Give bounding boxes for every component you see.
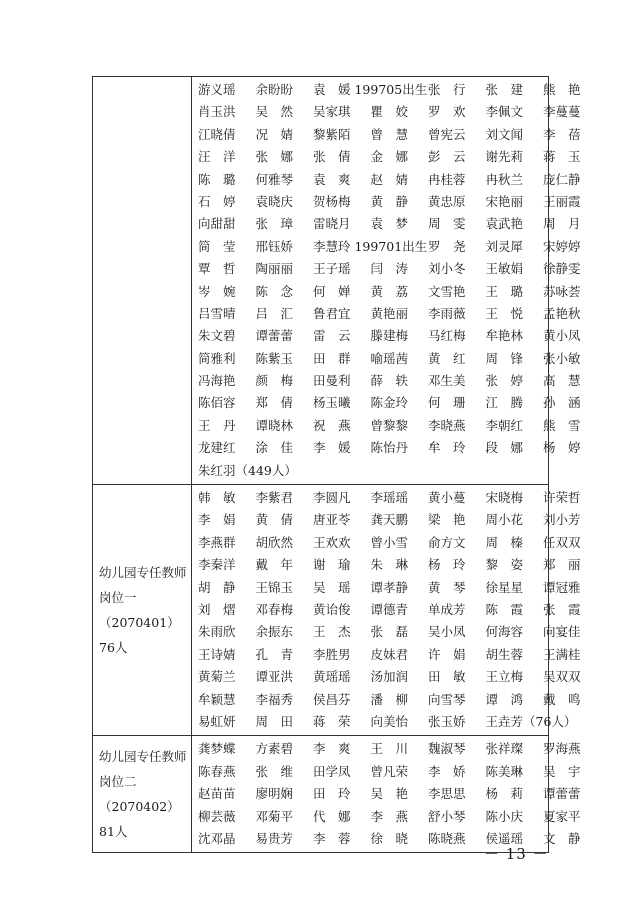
person-name: 黄菊兰 bbox=[198, 669, 236, 685]
person-name: 柳芸薇 bbox=[198, 808, 236, 824]
person-name: 俞方文 bbox=[428, 534, 466, 550]
person-name: 简 莹 bbox=[198, 238, 236, 254]
person-name: 陈春燕 bbox=[198, 763, 236, 779]
position-label-cell bbox=[93, 736, 192, 853]
person-name: 向雪琴 bbox=[428, 691, 466, 707]
person-name: 胡 静 bbox=[198, 579, 236, 595]
person-name: 刘小芳 bbox=[543, 512, 581, 528]
person-name: 罗海燕 bbox=[543, 741, 581, 757]
person-name: 瞿 姣 bbox=[370, 104, 409, 120]
person-name: 方素碧 bbox=[255, 741, 294, 757]
name-row bbox=[198, 711, 577, 733]
person-name: 田 玲 bbox=[313, 786, 351, 802]
position-label: 幼儿园专任教师岗位二（2070402）81人 bbox=[99, 749, 187, 840]
person-name: 向宴佳 bbox=[543, 624, 581, 640]
person-name: 何 婵 bbox=[313, 283, 351, 299]
person-name: 谭亚洪 bbox=[255, 669, 294, 685]
person-name: 黄小凤 bbox=[543, 328, 581, 344]
person-name: 宋婷婷 bbox=[543, 238, 581, 254]
person-name: 袁晓庆 bbox=[255, 193, 294, 209]
section-row bbox=[93, 77, 549, 485]
person-name: 邢钰娇 bbox=[255, 238, 294, 254]
person-name: 黄艳丽 bbox=[370, 305, 409, 321]
person-name: 舒小琴 bbox=[428, 808, 466, 824]
person-name: 黄 倩 bbox=[255, 512, 294, 528]
person-name: 王 璐 bbox=[485, 283, 524, 299]
person-name: 张 维 bbox=[255, 763, 294, 779]
person-name: 周 榛 bbox=[485, 534, 524, 550]
person-name: 向美怡 bbox=[370, 713, 409, 729]
name-row bbox=[198, 532, 581, 554]
person-name: 冉秋兰 bbox=[485, 171, 524, 187]
person-name: 周 田 bbox=[255, 713, 294, 729]
person-name: 喻瑶茜 bbox=[370, 350, 409, 366]
person-name: 黄 红 bbox=[428, 350, 466, 366]
name-row bbox=[198, 437, 581, 459]
person-name: 袁 媛 199705出生 bbox=[313, 82, 428, 97]
names-cell bbox=[192, 485, 581, 736]
person-name: 李圆凡 bbox=[313, 490, 351, 506]
person-name: 周 月 bbox=[543, 216, 581, 232]
name-row bbox=[198, 577, 581, 599]
person-name: 胡生蓉 bbox=[485, 646, 524, 662]
person-name: 陈晓燕 bbox=[428, 830, 466, 846]
person-name: 冉桂蓉 bbox=[428, 171, 466, 187]
person-name: 吴小凤 bbox=[428, 624, 466, 640]
person-name: 侯遥瑶 bbox=[485, 830, 524, 846]
person-name: 吴 瑶 bbox=[313, 579, 351, 595]
person-name: 王 川 bbox=[370, 741, 409, 757]
person-name: 杨 婷 bbox=[543, 440, 581, 456]
person-name: 张玉娇 bbox=[428, 713, 466, 729]
person-name: 王 丹 bbox=[198, 417, 236, 433]
person-name: 任双双 bbox=[543, 534, 581, 550]
person-name: 曾凡荣 bbox=[370, 763, 409, 779]
name-row bbox=[198, 79, 581, 101]
person-name: 郑 倩 bbox=[255, 395, 294, 411]
person-name: 郑 丽 bbox=[543, 557, 581, 573]
person-name: 贺杨梅 bbox=[313, 193, 351, 209]
person-name: 戴 年 bbox=[255, 557, 294, 573]
person-name: 龙建红 bbox=[198, 440, 236, 456]
person-name: 张祥璨 bbox=[485, 741, 524, 757]
name-row bbox=[198, 621, 581, 643]
person-name: 闫 涛 bbox=[370, 261, 409, 277]
name-row bbox=[198, 460, 546, 482]
person-name: 谭 鸿 bbox=[485, 691, 524, 707]
person-name: 朱红羽（449人） bbox=[198, 462, 297, 478]
person-name: 许荣哲 bbox=[543, 490, 581, 506]
person-name: 李思思 bbox=[428, 786, 466, 802]
person-name: 鲁君宜 bbox=[313, 305, 351, 321]
person-name: 徐星星 bbox=[485, 579, 524, 595]
person-name: 宋艳丽 bbox=[485, 193, 524, 209]
person-name: 熊 雪 bbox=[543, 417, 581, 433]
person-name: 罗 尧 bbox=[428, 238, 466, 254]
person-name: 李燕群 bbox=[198, 534, 236, 550]
person-name: 谭孝静 bbox=[370, 579, 409, 595]
person-name: 张 建 bbox=[485, 82, 524, 97]
person-name: 韩 敏 bbox=[198, 490, 236, 506]
person-name: 简雅利 bbox=[198, 350, 236, 366]
person-name: 龚天鹏 bbox=[370, 512, 409, 528]
person-name: 汪 洋 bbox=[198, 149, 236, 165]
person-name: 田 群 bbox=[313, 350, 351, 366]
person-name: 袁 爽 bbox=[313, 171, 351, 187]
person-name: 张小敏 bbox=[543, 350, 581, 366]
name-row bbox=[198, 303, 581, 325]
name-row bbox=[198, 281, 581, 303]
name-row bbox=[198, 325, 581, 347]
name-row bbox=[198, 666, 581, 688]
person-name: 覃 哲 bbox=[198, 261, 236, 277]
person-name: 李福秀 bbox=[255, 691, 294, 707]
personnel-table bbox=[92, 76, 581, 853]
person-name: 李 娇 bbox=[428, 763, 466, 779]
name-row bbox=[198, 348, 581, 370]
person-name: 陈美琳 bbox=[485, 763, 524, 779]
person-name: 王垚芳（76人） bbox=[485, 713, 577, 729]
person-name: 侯昌芬 bbox=[313, 691, 351, 707]
person-name: 易贵芳 bbox=[255, 830, 294, 846]
person-name: 罗 欢 bbox=[428, 104, 466, 120]
person-name: 张 磊 bbox=[370, 624, 409, 640]
person-name: 魏淑琴 bbox=[428, 741, 466, 757]
person-name: 谭蕾蕾 bbox=[255, 328, 294, 344]
person-name: 陈怡丹 bbox=[370, 440, 409, 456]
section-row bbox=[93, 485, 549, 736]
person-name: 龚梦蝶 bbox=[198, 741, 236, 757]
name-row bbox=[198, 554, 581, 576]
person-name: 王丽霞 bbox=[543, 193, 581, 209]
name-row bbox=[198, 761, 581, 783]
person-name: 谭德青 bbox=[370, 601, 409, 617]
person-name: 孔 青 bbox=[255, 646, 294, 662]
person-name: 刘文闻 bbox=[485, 126, 524, 142]
person-name: 吴 艳 bbox=[370, 786, 409, 802]
person-name: 朱文碧 bbox=[198, 328, 236, 344]
person-name: 蒋 玉 bbox=[543, 149, 581, 165]
person-name: 张 倩 bbox=[313, 149, 351, 165]
person-name: 冯海艳 bbox=[198, 373, 236, 389]
name-row bbox=[198, 689, 581, 711]
person-name: 余盼盼 bbox=[255, 82, 294, 97]
person-name: 黄忠原 bbox=[428, 193, 466, 209]
person-name: 易虹妍 bbox=[198, 713, 236, 729]
person-name: 牟 玲 bbox=[428, 440, 466, 456]
person-name: 蒋 荣 bbox=[313, 713, 351, 729]
person-name: 胡欣然 bbox=[255, 534, 294, 550]
person-name: 文 静 bbox=[543, 830, 581, 846]
person-name: 戴 鸣 bbox=[543, 691, 581, 707]
person-name: 赵苗苗 bbox=[198, 786, 236, 802]
person-name: 金 娜 bbox=[370, 149, 409, 165]
person-name: 肖玉洪 bbox=[198, 104, 236, 120]
names-cell bbox=[192, 77, 581, 485]
name-row bbox=[198, 392, 581, 414]
person-name: 张 霞 bbox=[543, 601, 581, 617]
name-row bbox=[198, 124, 581, 146]
name-row bbox=[198, 146, 581, 168]
person-name: 李朝红 bbox=[485, 417, 524, 433]
person-name: 田学凤 bbox=[313, 763, 351, 779]
person-name: 李 蓉 bbox=[313, 830, 351, 846]
person-name: 张 行 bbox=[428, 82, 466, 97]
person-name: 周小花 bbox=[485, 512, 524, 528]
name-row bbox=[198, 415, 581, 437]
person-name: 李 爽 bbox=[313, 741, 351, 757]
section-row bbox=[93, 736, 549, 853]
person-name: 袁 梦 bbox=[370, 216, 409, 232]
person-name: 黄 荔 bbox=[370, 283, 409, 299]
person-name: 张 璋 bbox=[255, 216, 294, 232]
name-row bbox=[198, 101, 581, 123]
person-name: 邓生美 bbox=[428, 373, 466, 389]
person-name: 李蔓蔓 bbox=[543, 104, 581, 120]
name-row bbox=[198, 169, 581, 191]
person-name: 黄小蔓 bbox=[428, 490, 466, 506]
person-name: 沈邓晶 bbox=[198, 830, 236, 846]
person-name: 徐 晓 bbox=[370, 830, 409, 846]
name-row bbox=[198, 738, 581, 760]
person-name: 孟艳秋 bbox=[543, 305, 581, 321]
person-name: 吴 然 bbox=[255, 104, 294, 120]
person-name: 颜 梅 bbox=[255, 373, 294, 389]
person-name: 岑 婉 bbox=[198, 283, 236, 299]
name-row bbox=[198, 236, 581, 258]
person-name: 滕建梅 bbox=[370, 328, 409, 344]
person-name: 王子瑶 bbox=[313, 261, 351, 277]
person-name: 王欢欢 bbox=[313, 534, 351, 550]
person-name: 李 燕 bbox=[370, 808, 409, 824]
page-number: － 13 － bbox=[484, 845, 549, 863]
person-name: 雷晓月 bbox=[313, 216, 351, 232]
person-name: 黄瑶瑶 bbox=[313, 669, 351, 685]
person-name: 陈 璐 bbox=[198, 171, 236, 187]
person-name: 杨玉曦 bbox=[313, 395, 351, 411]
names-cell bbox=[192, 736, 581, 853]
name-row bbox=[198, 370, 581, 392]
person-name: 李佩文 bbox=[485, 104, 524, 120]
position-label-cell bbox=[93, 485, 192, 736]
person-name: 朱 琳 bbox=[370, 557, 409, 573]
person-name: 刘小冬 bbox=[428, 261, 466, 277]
person-name: 雷 云 bbox=[313, 328, 351, 344]
name-row bbox=[198, 783, 581, 805]
person-name: 李胜男 bbox=[313, 646, 351, 662]
position-label-cell bbox=[93, 77, 192, 485]
name-row bbox=[198, 806, 581, 828]
person-name: 周 雯 bbox=[428, 216, 466, 232]
person-name: 唐亚苓 bbox=[313, 512, 351, 528]
person-name: 刘灵犀 bbox=[485, 238, 524, 254]
person-name: 余振东 bbox=[255, 624, 294, 640]
person-name: 江 腾 bbox=[485, 395, 524, 411]
person-name: 向甜甜 bbox=[198, 216, 236, 232]
person-name: 庞仁静 bbox=[543, 171, 581, 187]
person-name: 吴家琪 bbox=[313, 104, 351, 120]
person-name: 王诗婧 bbox=[198, 646, 236, 662]
person-name: 邓菊平 bbox=[255, 808, 294, 824]
person-name: 李瑶瑶 bbox=[370, 490, 409, 506]
person-name: 陈 霞 bbox=[485, 601, 524, 617]
person-name: 吴 宇 bbox=[543, 763, 581, 779]
person-name: 黄 静 bbox=[370, 193, 409, 209]
person-name: 王锦玉 bbox=[255, 579, 294, 595]
person-name: 祝 燕 bbox=[313, 417, 351, 433]
person-name: 李秦洋 bbox=[198, 557, 236, 573]
person-name: 高 慧 bbox=[543, 373, 581, 389]
person-name: 单成芳 bbox=[428, 601, 466, 617]
name-row bbox=[198, 191, 581, 213]
person-name: 吴双双 bbox=[543, 669, 581, 685]
person-name: 王立梅 bbox=[485, 669, 524, 685]
person-name: 曾宪云 bbox=[428, 126, 466, 142]
person-name: 皮妹君 bbox=[370, 646, 409, 662]
name-row bbox=[198, 644, 581, 666]
person-name: 廖明娴 bbox=[255, 786, 294, 802]
person-name: 陈佰容 bbox=[198, 395, 236, 411]
person-name: 张 娜 bbox=[255, 149, 294, 165]
person-name: 刘 熠 bbox=[198, 601, 236, 617]
person-name: 陈紫玉 bbox=[255, 350, 294, 366]
person-name: 游义瑶 bbox=[198, 82, 236, 97]
person-name: 何雅琴 bbox=[255, 171, 294, 187]
person-name: 代 娜 bbox=[313, 808, 351, 824]
person-name: 曾 慧 bbox=[370, 126, 409, 142]
person-name: 谭蕾蕾 bbox=[543, 786, 581, 802]
name-row bbox=[198, 599, 581, 621]
person-name: 陈小庆 bbox=[485, 808, 524, 824]
person-name: 赵 婧 bbox=[370, 171, 409, 187]
person-name: 王 杰 bbox=[313, 624, 351, 640]
person-name: 王敏娟 bbox=[485, 261, 524, 277]
person-name: 况 婧 bbox=[255, 126, 294, 142]
person-name: 陈 念 bbox=[255, 283, 294, 299]
person-name: 何 珊 bbox=[428, 395, 466, 411]
person-name: 石 婷 bbox=[198, 193, 236, 209]
name-row bbox=[198, 509, 581, 531]
person-name: 谢 瑜 bbox=[313, 557, 351, 573]
person-name: 吕雪晴 bbox=[198, 305, 236, 321]
person-name: 孙 涵 bbox=[543, 395, 581, 411]
person-name: 马红梅 bbox=[428, 328, 466, 344]
person-name: 袁武艳 bbox=[485, 216, 524, 232]
person-name: 杨 莉 bbox=[485, 786, 524, 802]
person-name: 李紫君 bbox=[255, 490, 294, 506]
person-name: 吕 汇 bbox=[255, 305, 294, 321]
person-name: 田 敏 bbox=[428, 669, 466, 685]
person-name: 李晓燕 bbox=[428, 417, 466, 433]
person-name: 王满桂 bbox=[543, 646, 581, 662]
person-name: 谭冠雅 bbox=[543, 579, 581, 595]
person-name: 黄 琴 bbox=[428, 579, 466, 595]
person-name: 徐静雯 bbox=[543, 261, 581, 277]
person-name: 谢先莉 bbox=[485, 149, 524, 165]
person-name: 牟颖慧 bbox=[198, 691, 236, 707]
person-name: 陶丽丽 bbox=[255, 261, 294, 277]
person-name: 黎紫陌 bbox=[313, 126, 351, 142]
person-name: 熊 艳 bbox=[543, 82, 581, 97]
person-name: 文雪艳 bbox=[428, 283, 466, 299]
person-name: 段 娜 bbox=[485, 440, 524, 456]
person-name: 邓春梅 bbox=[255, 601, 294, 617]
person-name: 朱雨欣 bbox=[198, 624, 236, 640]
person-name: 陈金玲 bbox=[370, 395, 409, 411]
person-name: 李雨薇 bbox=[428, 305, 466, 321]
person-name: 李 娟 bbox=[198, 512, 236, 528]
person-name: 杨 玲 bbox=[428, 557, 466, 573]
person-name: 汤加润 bbox=[370, 669, 409, 685]
person-name: 李慧玲 199701出生 bbox=[313, 238, 428, 254]
person-name: 曾黎黎 bbox=[370, 417, 409, 433]
person-name: 田曼利 bbox=[313, 373, 351, 389]
person-name: 谭晓林 bbox=[255, 417, 294, 433]
name-row bbox=[198, 258, 581, 280]
person-name: 牟艳林 bbox=[485, 328, 524, 344]
table-body bbox=[93, 77, 581, 853]
person-name: 李 媛 bbox=[313, 440, 351, 456]
person-name: 苏咏荟 bbox=[543, 283, 581, 299]
name-row bbox=[198, 487, 581, 509]
person-name: 梁 艳 bbox=[428, 512, 466, 528]
person-name: 夏家平 bbox=[543, 808, 581, 824]
name-row bbox=[198, 213, 581, 235]
person-name: 李 蓓 bbox=[543, 126, 581, 142]
person-name: 黄诒俊 bbox=[313, 601, 351, 617]
person-name: 王 悦 bbox=[485, 305, 524, 321]
person-name: 何海容 bbox=[485, 624, 524, 640]
person-name: 薛 轶 bbox=[370, 373, 409, 389]
person-name: 周 锋 bbox=[485, 350, 524, 366]
person-name: 黎 姿 bbox=[485, 557, 524, 573]
person-name: 宋晓梅 bbox=[485, 490, 524, 506]
person-name: 曾小雪 bbox=[370, 534, 409, 550]
person-name: 涂 佳 bbox=[255, 440, 294, 456]
person-name: 许 娟 bbox=[428, 646, 466, 662]
person-name: 江晓倩 bbox=[198, 126, 236, 142]
person-name: 潘 柳 bbox=[370, 691, 409, 707]
position-label: 幼儿园专任教师岗位一（2070401）76人 bbox=[99, 565, 187, 656]
person-name: 彭 云 bbox=[428, 149, 466, 165]
person-name: 张 婷 bbox=[485, 373, 524, 389]
